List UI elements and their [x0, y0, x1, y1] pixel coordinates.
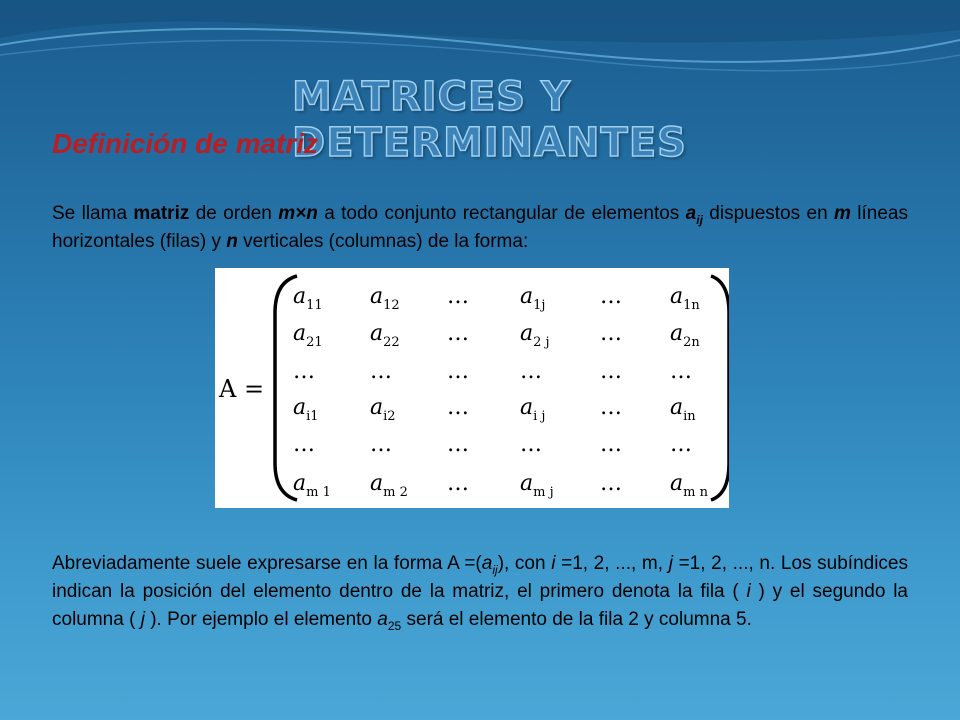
text-run: será el elemento de la fila 2 y columna 5.: [401, 609, 752, 630]
abbreviation-paragraph: [52, 550, 908, 634]
element-subscript: ij: [492, 562, 498, 577]
page-title: MATRICES Y DETERMINANTES: [292, 74, 687, 166]
matrix-element: $a_{m 2}$: [370, 471, 408, 500]
matrix-ellipsis: …: [447, 432, 469, 457]
cols-symbol: n: [226, 231, 238, 252]
text-run: ), con: [497, 553, 552, 574]
matrix-element: $a_{i1}$: [293, 395, 319, 424]
matrix-element: $a_{2n}$: [670, 321, 700, 350]
bold-term-order: m×n: [278, 203, 318, 224]
text-run: ). Por ejemplo el elemento: [144, 609, 378, 630]
text-run: Abreviadamente suele expresarse en la forma A =(: [52, 553, 482, 574]
matrix-element: $a_{i2}$: [370, 395, 396, 424]
matrix-ellipsis: …: [447, 359, 469, 384]
index-j: j: [140, 609, 145, 630]
matrix-ellipsis: …: [293, 359, 315, 384]
text-run: líneas horizontales (filas) y: [52, 203, 908, 252]
matrix-element: $a_{22}$: [370, 321, 400, 350]
matrix-element: $a_{1n}$: [670, 284, 700, 313]
left-bracket: [275, 276, 297, 500]
element-subscript: ij: [696, 212, 703, 227]
rows-symbol: m: [834, 203, 851, 224]
matrix-ellipsis: …: [447, 395, 469, 420]
definition-paragraph: [52, 200, 908, 256]
section-subtitle: Definición de matriz: [52, 128, 319, 159]
text-run: ) y el segundo la columna (: [52, 581, 908, 630]
matrix-ellipsis: …: [600, 321, 622, 346]
right-bracket: [711, 276, 729, 500]
index-j: j: [668, 553, 673, 574]
matrix-element: $a_{1j}$: [520, 284, 546, 313]
element-subscript: 25: [387, 618, 402, 633]
matrix-ellipsis: …: [447, 471, 469, 496]
text-run: a todo conjunto rectangular de elementos: [317, 203, 686, 224]
text-run: verticales (columnas) de la forma:: [237, 231, 529, 252]
matrix-ellipsis: …: [520, 432, 542, 457]
matrix-figure: [215, 268, 729, 508]
text-run: de orden: [189, 203, 279, 224]
text-run: Se llama: [52, 203, 134, 224]
text-run: dispuestos en: [702, 203, 835, 224]
matrix-element: $a_{11}$: [293, 284, 323, 313]
element-symbol: a: [377, 609, 388, 630]
matrix-ellipsis: …: [600, 284, 622, 309]
matrix-element: $a_{m n}$: [670, 471, 708, 500]
bold-term-matriz: matriz: [133, 203, 190, 224]
matrix-cells: [293, 284, 709, 500]
matrix-element: $a_{m j}$: [520, 471, 554, 500]
matrix-element: $a_{2 j}$: [520, 321, 550, 350]
index-i: i: [551, 553, 556, 574]
matrix-ellipsis: …: [447, 321, 469, 346]
matrix-element: $a_{12}$: [370, 284, 400, 313]
text-run: =1, 2, ..., m,: [555, 553, 669, 574]
matrix-ellipsis: …: [520, 359, 542, 384]
matrix-ellipsis: …: [600, 395, 622, 420]
matrix-element: $a_{21}$: [293, 321, 323, 350]
element-symbol: a: [481, 553, 493, 574]
matrix-element: $a_{m 1}$: [293, 471, 331, 500]
matrix-ellipsis: …: [670, 359, 692, 384]
matrix-ellipsis: …: [600, 471, 622, 496]
matrix-lhs: A =: [219, 375, 265, 403]
matrix-ellipsis: …: [293, 432, 315, 457]
text-run: =1, 2, ..., n. Los subíndices indican la posición del elemento dentro de la matriz, el primero denota la fila (: [52, 553, 908, 602]
matrix-ellipsis: …: [370, 359, 392, 384]
matrix-element: $a_{in}$: [670, 395, 696, 424]
matrix-element: $a_{i j}$: [520, 395, 546, 424]
matrix-ellipsis: …: [670, 432, 692, 457]
index-i: i: [746, 581, 751, 602]
matrix-image: [215, 268, 729, 508]
matrix-ellipsis: …: [447, 284, 469, 309]
matrix-ellipsis: …: [600, 432, 622, 457]
element-symbol: a: [685, 203, 697, 224]
matrix-ellipsis: …: [600, 359, 622, 384]
matrix-ellipsis: …: [370, 432, 392, 457]
